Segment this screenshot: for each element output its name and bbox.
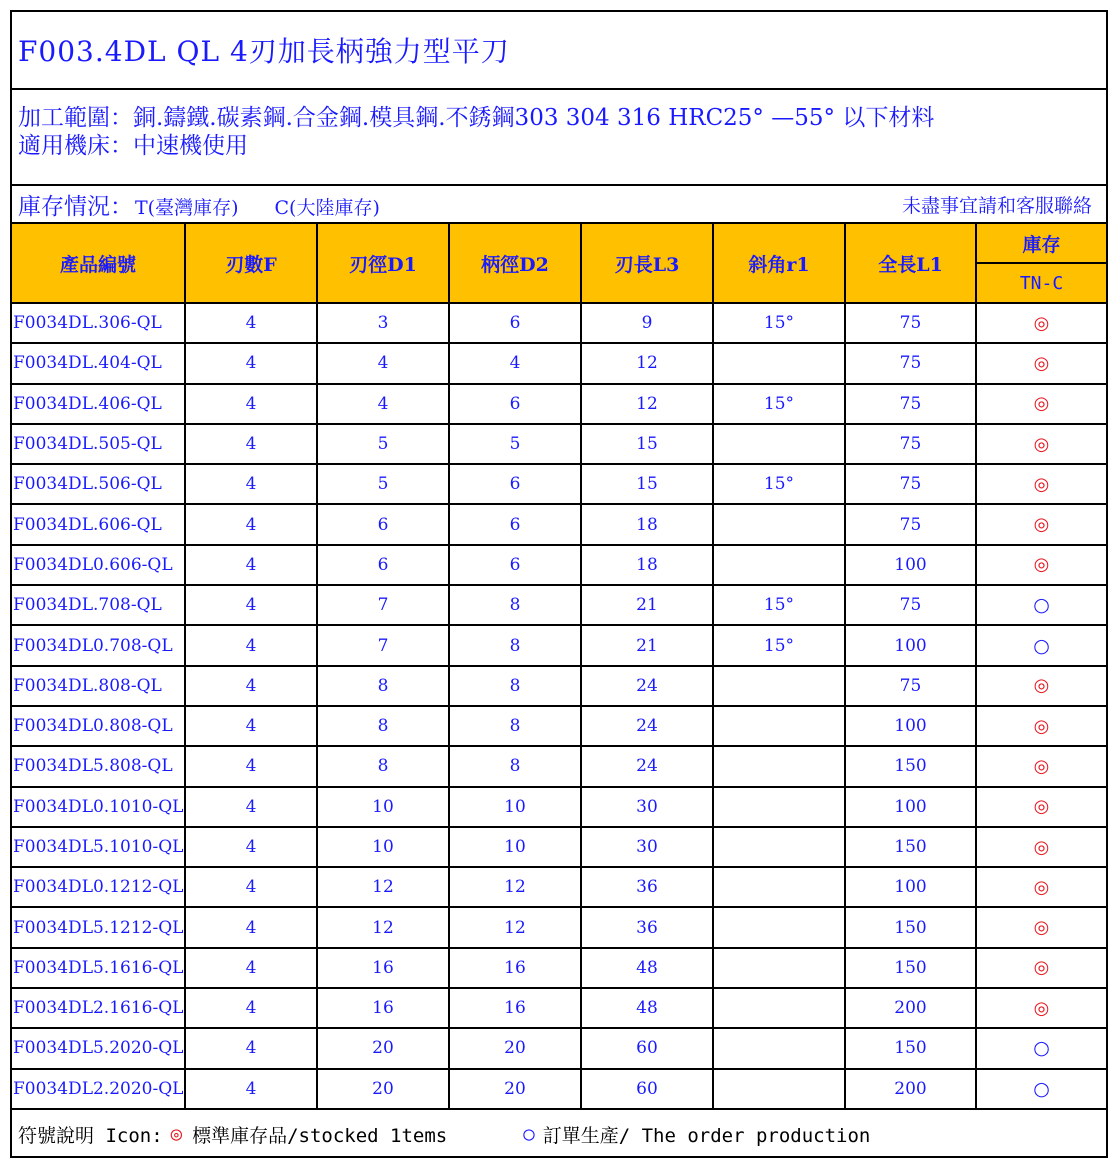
- stocked-icon: ◎: [1033, 715, 1050, 737]
- cell-shank-diameter: 6: [449, 303, 581, 343]
- cell-flute-length: 48: [581, 988, 713, 1028]
- cell-shank-diameter: 5: [449, 424, 581, 464]
- cell-overall-length: 100: [845, 706, 976, 746]
- table-row: [12, 827, 1106, 867]
- cell-corner-chamfer: [713, 827, 845, 867]
- stocked-icon: ◎: [1033, 917, 1050, 939]
- cell-overall-length: 150: [845, 746, 976, 786]
- cell-overall-length: 100: [845, 787, 976, 827]
- cell-flute-length: 18: [581, 504, 713, 544]
- cell-cutting-diameter: 20: [317, 1069, 449, 1109]
- cell-flute-length: 15: [581, 464, 713, 504]
- stocked-icon: ◎: [1033, 796, 1050, 818]
- cell-overall-length: 75: [845, 384, 976, 424]
- cell-flutes: 4: [185, 625, 317, 665]
- cell-corner-chamfer: 15°: [713, 303, 845, 343]
- cell-shank-diameter: 6: [449, 464, 581, 504]
- table-row: [12, 625, 1106, 665]
- cell-product-code: F0034DL5.1616-QL: [12, 948, 185, 988]
- stocked-icon: ◎: [1033, 352, 1050, 374]
- cell-flutes: 4: [185, 706, 317, 746]
- cell-product-code: F0034DL0.1010-QL: [12, 787, 185, 827]
- cell-product-code: F0034DL0.606-QL: [12, 545, 185, 585]
- header-flute-length: 刃長L3: [581, 223, 713, 303]
- cell-shank-diameter: 6: [449, 545, 581, 585]
- cell-corner-chamfer: [713, 1069, 845, 1109]
- cell-overall-length: 150: [845, 907, 976, 947]
- table-row: [12, 343, 1106, 383]
- page-title: F003.4DL QL 4刃加長柄強力型平刀: [12, 12, 1106, 90]
- cell-stock: [976, 666, 1106, 706]
- cell-corner-chamfer: [713, 706, 845, 746]
- cell-flutes: 4: [185, 746, 317, 786]
- stocked-icon: ◎: [1033, 393, 1050, 415]
- cell-stock: [976, 464, 1106, 504]
- cell-cutting-diameter: 5: [317, 464, 449, 504]
- cell-overall-length: 200: [845, 988, 976, 1028]
- cell-stock: [976, 907, 1106, 947]
- cell-flutes: 4: [185, 867, 317, 907]
- cell-overall-length: 75: [845, 666, 976, 706]
- cell-corner-chamfer: 15°: [713, 464, 845, 504]
- cell-overall-length: 150: [845, 827, 976, 867]
- cell-shank-diameter: 8: [449, 706, 581, 746]
- cell-corner-chamfer: [713, 907, 845, 947]
- cell-stock: [976, 706, 1106, 746]
- cell-overall-length: 150: [845, 1028, 976, 1068]
- stocked-symbol-icon: ◎: [170, 1123, 183, 1145]
- cell-shank-diameter: 8: [449, 746, 581, 786]
- cell-product-code: F0034DL.808-QL: [12, 666, 185, 706]
- stock-info-label: 庫存情況：: [18, 193, 133, 220]
- cell-cutting-diameter: 8: [317, 666, 449, 706]
- cell-product-code: F0034DL.406-QL: [12, 384, 185, 424]
- header-overall-length: 全長L1: [845, 223, 976, 303]
- cell-flute-length: 18: [581, 545, 713, 585]
- cell-flutes: 4: [185, 343, 317, 383]
- cell-flutes: 4: [185, 384, 317, 424]
- cell-product-code: F0034DL.404-QL: [12, 343, 185, 383]
- cell-stock: [976, 424, 1106, 464]
- cell-stock: [976, 827, 1106, 867]
- machining-range-text: 加工範圍：銅.鑄鐵.碳素鋼.合金鋼.模具鋼.不銹鋼303 304 316 HRC25° —55° 以下材料: [18, 105, 935, 131]
- cell-flutes: 4: [185, 787, 317, 827]
- cell-shank-diameter: 20: [449, 1069, 581, 1109]
- machining-info: [12, 90, 1106, 186]
- stocked-icon: ◎: [1033, 554, 1050, 576]
- table-row: [12, 948, 1106, 988]
- cell-corner-chamfer: 15°: [713, 625, 845, 665]
- applicable-machine-text: 適用機床：中速機使用: [18, 133, 248, 159]
- cell-shank-diameter: 12: [449, 907, 581, 947]
- cell-stock: [976, 1069, 1106, 1109]
- stocked-icon: ◎: [1033, 312, 1050, 334]
- cell-product-code: F0034DL2.1616-QL: [12, 988, 185, 1028]
- cell-stock: [976, 625, 1106, 665]
- cell-flutes: 4: [185, 585, 317, 625]
- table-row: [12, 706, 1106, 746]
- cell-flutes: 4: [185, 1069, 317, 1109]
- cell-flutes: 4: [185, 666, 317, 706]
- cell-cutting-diameter: 12: [317, 867, 449, 907]
- cell-shank-diameter: 12: [449, 867, 581, 907]
- cell-flute-length: 24: [581, 666, 713, 706]
- cell-flute-length: 12: [581, 384, 713, 424]
- cell-flutes: 4: [185, 827, 317, 867]
- table-body: [12, 303, 1106, 1109]
- table-row: [12, 666, 1106, 706]
- stocked-icon: ◎: [1033, 957, 1050, 979]
- cell-flutes: 4: [185, 948, 317, 988]
- cell-cutting-diameter: 12: [317, 907, 449, 947]
- stocked-icon: ◎: [1033, 997, 1050, 1019]
- cell-flutes: 4: [185, 545, 317, 585]
- table-row: [12, 303, 1106, 343]
- cell-corner-chamfer: [713, 1028, 845, 1068]
- cell-cutting-diameter: 8: [317, 746, 449, 786]
- cell-product-code: F0034DL.505-QL: [12, 424, 185, 464]
- cell-corner-chamfer: [713, 666, 845, 706]
- table-row: [12, 504, 1106, 544]
- cell-shank-diameter: 6: [449, 504, 581, 544]
- stock-mainland-text: C(大陸庫存): [274, 196, 380, 219]
- header-flutes: 刃數F: [185, 223, 317, 303]
- header-product-code: 產品編號: [12, 223, 185, 303]
- cell-product-code: F0034DL.506-QL: [12, 464, 185, 504]
- cell-flutes: 4: [185, 464, 317, 504]
- table-row: [12, 585, 1106, 625]
- stocked-icon: ◎: [1033, 755, 1050, 777]
- order-production-icon: ○: [1033, 594, 1050, 617]
- cell-stock: [976, 384, 1106, 424]
- order-production-icon: ○: [1033, 1077, 1050, 1100]
- cell-stock: [976, 303, 1106, 343]
- table-row: [12, 464, 1106, 504]
- cell-overall-length: 75: [845, 343, 976, 383]
- cell-shank-diameter: 10: [449, 827, 581, 867]
- cell-stock: [976, 746, 1106, 786]
- cell-shank-diameter: 4: [449, 343, 581, 383]
- cell-stock: [976, 787, 1106, 827]
- cell-stock: [976, 343, 1106, 383]
- table-row: [12, 424, 1106, 464]
- cell-corner-chamfer: [713, 746, 845, 786]
- stocked-icon: ◎: [1033, 473, 1050, 495]
- cell-product-code: F0034DL5.1010-QL: [12, 827, 185, 867]
- cell-flute-length: 60: [581, 1028, 713, 1068]
- cell-flutes: 4: [185, 424, 317, 464]
- cell-corner-chamfer: [713, 787, 845, 827]
- legend-label: 符號說明 Icon:: [18, 1124, 163, 1147]
- cell-flutes: 4: [185, 988, 317, 1028]
- cell-corner-chamfer: [713, 545, 845, 585]
- table-row: [12, 545, 1106, 585]
- cell-product-code: F0034DL0.708-QL: [12, 625, 185, 665]
- table-header-row: [12, 223, 1106, 263]
- table-row: [12, 384, 1106, 424]
- stocked-icon: ◎: [1033, 876, 1050, 898]
- cell-product-code: F0034DL5.1212-QL: [12, 907, 185, 947]
- header-cutting-diameter: 刃徑D1: [317, 223, 449, 303]
- cell-stock: [976, 1028, 1106, 1068]
- cell-corner-chamfer: [713, 424, 845, 464]
- cell-cutting-diameter: 4: [317, 384, 449, 424]
- cell-flute-length: 21: [581, 585, 713, 625]
- cell-cutting-diameter: 16: [317, 988, 449, 1028]
- header-stock: 庫存: [976, 223, 1106, 263]
- cell-stock: [976, 988, 1106, 1028]
- cell-flute-length: 36: [581, 867, 713, 907]
- cell-shank-diameter: 10: [449, 787, 581, 827]
- cell-cutting-diameter: 7: [317, 585, 449, 625]
- stock-info-bar: [12, 186, 1106, 222]
- cell-shank-diameter: 16: [449, 988, 581, 1028]
- cell-cutting-diameter: 7: [317, 625, 449, 665]
- cell-flute-length: 36: [581, 907, 713, 947]
- product-table: [12, 222, 1106, 1110]
- cell-stock: [976, 585, 1106, 625]
- cell-overall-length: 100: [845, 545, 976, 585]
- cell-shank-diameter: 6: [449, 384, 581, 424]
- cell-corner-chamfer: 15°: [713, 585, 845, 625]
- stock-legend: [18, 188, 380, 221]
- order-symbol-icon: ○: [523, 1123, 535, 1145]
- cell-product-code: F0034DL.306-QL: [12, 303, 185, 343]
- header-corner-chamfer: 斜角r1: [713, 223, 845, 303]
- table-row: [12, 1069, 1106, 1109]
- table-row: [12, 746, 1106, 786]
- legend-stocked-text: 標準庫存品/stocked 1tems: [192, 1124, 448, 1147]
- cell-flute-length: 9: [581, 303, 713, 343]
- cell-product-code: F0034DL5.808-QL: [12, 746, 185, 786]
- header-shank-diameter: 柄徑D2: [449, 223, 581, 303]
- order-production-icon: ○: [1033, 634, 1050, 657]
- cell-overall-length: 100: [845, 867, 976, 907]
- cell-stock: [976, 545, 1106, 585]
- stocked-icon: ◎: [1033, 836, 1050, 858]
- cell-shank-diameter: 20: [449, 1028, 581, 1068]
- table-row: [12, 907, 1106, 947]
- cell-overall-length: 200: [845, 1069, 976, 1109]
- cell-flute-length: 12: [581, 343, 713, 383]
- cell-flutes: 4: [185, 907, 317, 947]
- product-sheet: [10, 10, 1108, 1158]
- cell-shank-diameter: 8: [449, 666, 581, 706]
- cell-stock: [976, 867, 1106, 907]
- cell-flute-length: 30: [581, 787, 713, 827]
- cell-overall-length: 150: [845, 948, 976, 988]
- cell-corner-chamfer: [713, 988, 845, 1028]
- cell-overall-length: 100: [845, 625, 976, 665]
- cell-product-code: F0034DL2.2020-QL: [12, 1069, 185, 1109]
- cell-flutes: 4: [185, 504, 317, 544]
- cell-corner-chamfer: [713, 867, 845, 907]
- cell-cutting-diameter: 6: [317, 504, 449, 544]
- cell-corner-chamfer: [713, 504, 845, 544]
- cell-overall-length: 75: [845, 585, 976, 625]
- stocked-icon: ◎: [1033, 675, 1050, 697]
- cell-cutting-diameter: 3: [317, 303, 449, 343]
- cell-product-code: F0034DL.606-QL: [12, 504, 185, 544]
- order-production-icon: ○: [1033, 1037, 1050, 1060]
- cell-flute-length: 30: [581, 827, 713, 867]
- cell-cutting-diameter: 10: [317, 787, 449, 827]
- cell-shank-diameter: 8: [449, 585, 581, 625]
- cell-flute-length: 24: [581, 706, 713, 746]
- contact-note: 未盡事宜請和客服聯絡: [901, 194, 1092, 217]
- stock-taiwan-text: T(臺灣庫存): [135, 196, 239, 219]
- cell-flute-length: 48: [581, 948, 713, 988]
- cell-product-code: F0034DL0.1212-QL: [12, 867, 185, 907]
- cell-shank-diameter: 16: [449, 948, 581, 988]
- cell-product-code: F0034DL0.808-QL: [12, 706, 185, 746]
- cell-corner-chamfer: [713, 343, 845, 383]
- cell-cutting-diameter: 16: [317, 948, 449, 988]
- stocked-icon: ◎: [1033, 433, 1050, 455]
- cell-flute-length: 60: [581, 1069, 713, 1109]
- cell-corner-chamfer: [713, 948, 845, 988]
- cell-stock: [976, 948, 1106, 988]
- cell-cutting-diameter: 10: [317, 827, 449, 867]
- cell-product-code: F0034DL.708-QL: [12, 585, 185, 625]
- cell-product-code: F0034DL5.2020-QL: [12, 1028, 185, 1068]
- header-stock-sub: TN-C: [976, 263, 1106, 303]
- cell-overall-length: 75: [845, 464, 976, 504]
- table-row: [12, 1028, 1106, 1068]
- table-row: [12, 867, 1106, 907]
- stocked-icon: ◎: [1033, 514, 1050, 536]
- cell-cutting-diameter: 8: [317, 706, 449, 746]
- cell-corner-chamfer: 15°: [713, 384, 845, 424]
- cell-cutting-diameter: 4: [317, 343, 449, 383]
- cell-cutting-diameter: 20: [317, 1028, 449, 1068]
- table-row: [12, 988, 1106, 1028]
- cell-flute-length: 24: [581, 746, 713, 786]
- cell-cutting-diameter: 5: [317, 424, 449, 464]
- cell-overall-length: 75: [845, 424, 976, 464]
- cell-flute-length: 15: [581, 424, 713, 464]
- cell-overall-length: 75: [845, 303, 976, 343]
- cell-flute-length: 21: [581, 625, 713, 665]
- cell-cutting-diameter: 6: [317, 545, 449, 585]
- cell-shank-diameter: 8: [449, 625, 581, 665]
- cell-flutes: 4: [185, 303, 317, 343]
- cell-stock: [976, 504, 1106, 544]
- symbol-legend: [12, 1112, 1106, 1156]
- legend-order-text: 訂單生產/ The order production: [542, 1124, 871, 1147]
- cell-overall-length: 75: [845, 504, 976, 544]
- cell-flutes: 4: [185, 1028, 317, 1068]
- table-row: [12, 787, 1106, 827]
